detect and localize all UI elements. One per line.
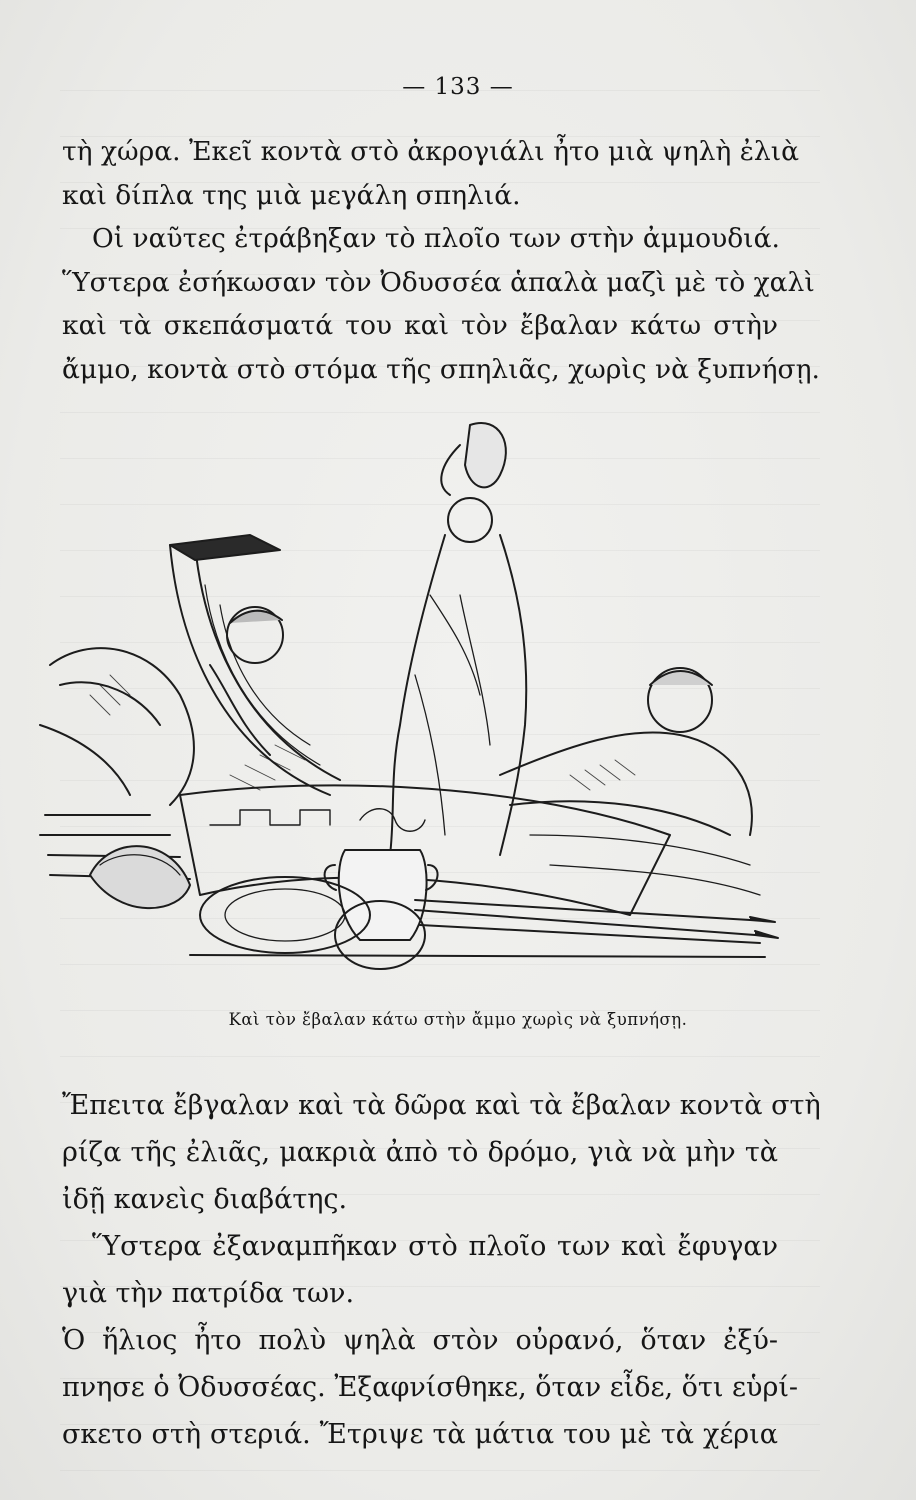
text-line: ἰδῇ κανεὶς διαβάτης. xyxy=(62,1184,348,1215)
top-paragraphs xyxy=(62,130,820,391)
text-line: ρίζα τῆς ἐλιᾶς, μακριὰ ἀπὸ τὸ δρόμο, γιὰ νὰ μὴν τὰ xyxy=(62,1137,778,1168)
text-line: Ὕστερα ἐσήκωσαν τὸν Ὀδυσσέα ἁπαλὰ μαζὶ μὲ τὸ χαλὶ xyxy=(62,266,815,298)
text-line: καὶ δίπλα της μιὰ μεγάλη σπηλιά. xyxy=(62,179,521,211)
illustration-odysseus-on-shore xyxy=(30,395,780,985)
text-line: γιὰ τὴν πατρίδα των. xyxy=(62,1278,355,1309)
page-number: — 133 — xyxy=(402,74,514,100)
text-line: Ἔπειτα ἔβγαλαν καὶ τὰ δῶρα καὶ τὰ ἔβαλαν κοντὰ στὴ xyxy=(62,1090,821,1121)
text-line: Ὕστερα ἐξαναμπῆκαν στὸ πλοῖο των καὶ ἔφυγαν xyxy=(92,1231,778,1262)
text-line: τὴ χώρα. Ἐκεῖ κοντὰ στὸ ἀκρογιάλι ἦτο μιὰ ψηλὴ ἐλιὰ xyxy=(62,136,800,167)
bottom-paragraphs xyxy=(62,1082,821,1458)
text-line: πνησε ὁ Ὀδυσσέας. Ἐξαφνίσθηκε, ὅταν εἶδε, ὅτι εὑρί- xyxy=(62,1372,799,1403)
text-line: σκετο στὴ στεριά. Ἔτριψε τὰ μάτια του μὲ τὰ χέρια xyxy=(62,1419,778,1450)
text-line: ἄμμο, κοντὰ στὸ στόμα τῆς σπηλιᾶς, χωρὶς νὰ ξυπνήσῃ. xyxy=(62,353,820,385)
text-line: Ὁ ἥλιος ἦτο πολὺ ψηλὰ στὸν οὐρανό, ὅταν ἐξύ- xyxy=(62,1325,778,1356)
text-line: καὶ τὰ σκεπάσματά του καὶ τὸν ἔβαλαν κάτω στὴν xyxy=(62,310,778,341)
illustration-caption: Καὶ τὸν ἔβαλαν κάτω στὴν ἄμμο χωρὶς νὰ ξυπνήσῃ. xyxy=(228,1010,688,1029)
text-line: Οἱ ναῦτες ἐτράβηξαν τὸ πλοῖο των στὴν ἀμμουδιά. xyxy=(92,223,780,254)
